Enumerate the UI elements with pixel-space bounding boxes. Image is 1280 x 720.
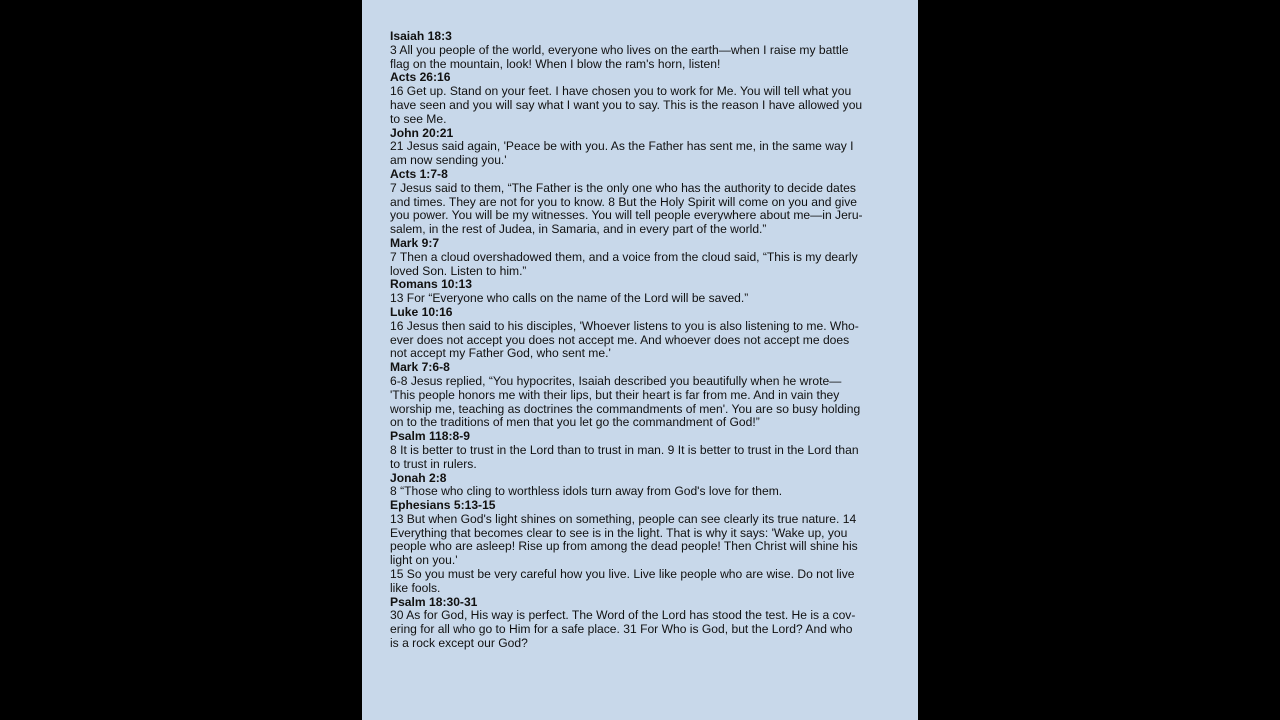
passage [390,237,890,278]
passage-text: 30 As for God, His way is perfect. The Word of the Lord has stood the test. He is a cov- ering for all who go to Him for a safe place. 31 For Who is God, but the Lord? And who is a rock except our God? [390,608,856,651]
passage-text: 7 Then a cloud overshadowed them, and a voice from the cloud said, “This is my dearly loved Son. Listen to him.” [390,249,858,278]
passage [390,596,890,651]
passage-reference: Mark 9:7 [390,235,440,250]
passage-reference: Psalm 118:8-9 [390,429,471,444]
passage [390,30,890,71]
passage-reference: Luke 10:16 [390,304,453,319]
passage-text: 16 Get up. Stand on your feet. I have chosen you to work for Me. You will tell what you have seen and you will say what I want you to say. This is the reason I have allowed you to see Me. [390,84,863,126]
passage-reference: Acts 26:16 [390,70,451,85]
passage-reference: John 20:21 [390,125,454,140]
passage-text: 13 But when God's light shines on something, people can see clearly its true nature. 14 Everything that becomes clear to see is in the light. That is why it says: 'Wake up, you people who are asleep! Rise up from among the dead people! Then Christ will shine his light on you.' 15 So you must be very careful how you live. Live like people who are wise. Do not live like fools. [390,511,858,595]
passage-text: 3 All you people of the world, everyone who lives on the earth—when I raise my battle flag on the mountain, look! When I blow the ram's horn, listen! [390,42,849,71]
passage [390,278,890,306]
passage-reference: Ephesians 5:13-15 [390,498,496,513]
passage [390,472,890,500]
passage-reference: Acts 1:7-8 [390,166,448,181]
passage-reference: Isaiah 18:3 [390,29,452,43]
passage-text: 8 It is better to trust in the Lord than to trust in man. 9 It is better to trust in the Lord than to trust in rulers. [390,442,859,471]
passage-text: 6-8 Jesus replied, “You hypocrites, Isaiah described you beautifully when he wrote— 'This people honors me with their lips, but their heart is far from me. And in vain they worship me, teaching as doctrines the commandments of men'. You are so busy holding on to the traditions of men that you let go the commandment of God!” [390,373,861,430]
passage-reference: Psalm 18:30-31 [390,594,478,609]
scripture-page [362,0,918,720]
passage-reference: Romans 10:13 [390,277,473,292]
passage [390,71,890,126]
passage-reference: Mark 7:6-8 [390,360,450,375]
passage-text: 7 Jesus said to them, “The Father is the only one who has the authority to decide dates and times. They are not for you to know. 8 But the Holy Spirit will come on you and give you power. You will be my witnesses. You will tell people everywhere about me—in Jeru- salem, in the rest of Judea, in Samaria, and in every part of the world.” [390,180,863,237]
passage [390,361,890,430]
passage [390,127,890,168]
passage-reference: Jonah 2:8 [390,470,447,485]
passage [390,306,890,361]
passage [390,499,890,596]
passage-text: 13 For “Everyone who calls on the name of the Lord will be saved.” [390,291,749,306]
passage [390,430,890,471]
passage-text: 16 Jesus then said to his disciples, 'Whoever listens to you is also listening to me. Who- ever does not accept you does not accept me. And whoever does not accept me does not accept my Father God, who sent me.' [390,318,859,361]
passage [390,168,890,237]
passage-list [390,30,890,651]
passage-text: 8 “Those who cling to worthless idols turn away from God's love for them. [390,484,783,499]
passage-text: 21 Jesus said again, 'Peace be with you. As the Father has sent me, in the same way I am now sending you.' [390,139,854,168]
